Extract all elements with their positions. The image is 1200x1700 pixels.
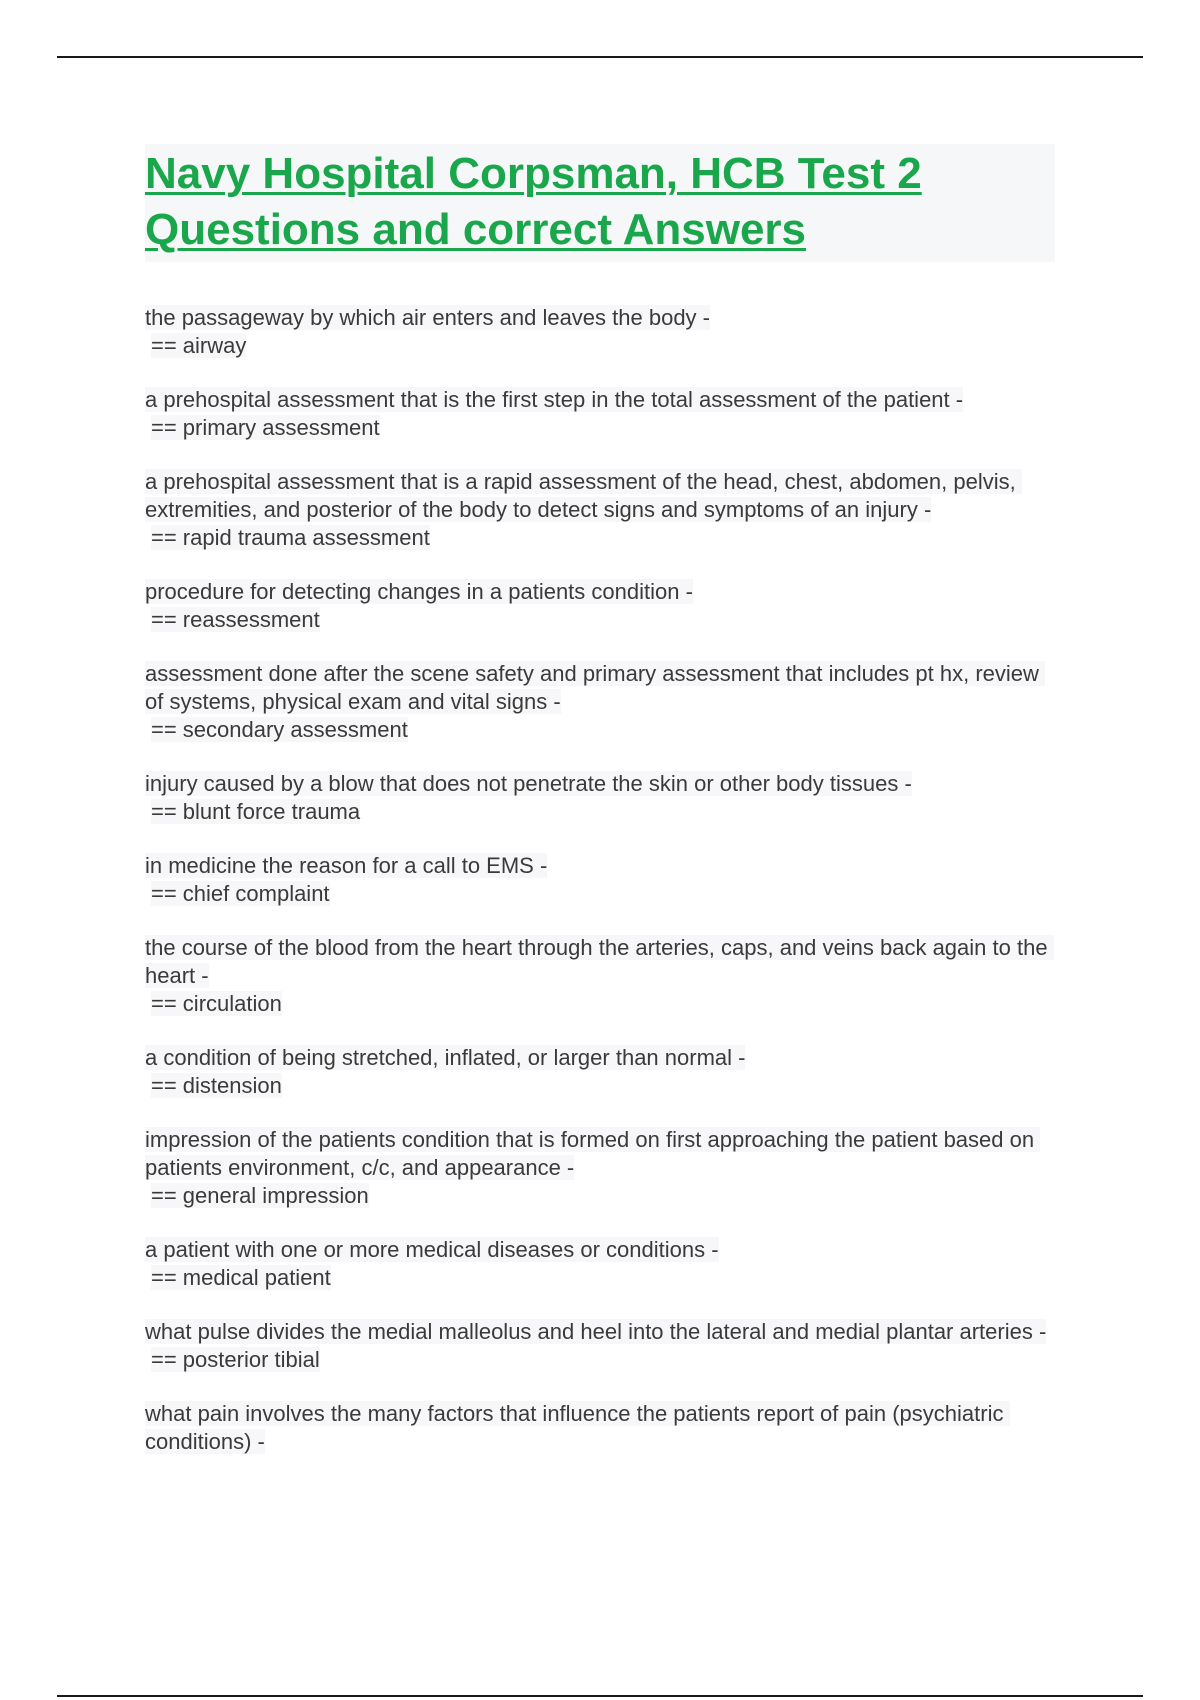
qa-item: [145, 1318, 1055, 1374]
qa-item: [145, 660, 1055, 744]
question-text: a patient with one or more medical diseases or conditions -: [145, 1237, 719, 1262]
question-text: a prehospital assessment that is a rapid assessment of the head, chest, abdomen, pelvis, extremities, and posterior of the body to detect signs and symptoms of an injury -: [145, 469, 1022, 522]
qa-item: [145, 304, 1055, 360]
answer-text: == distension: [151, 1073, 282, 1098]
qa-item: [145, 468, 1055, 552]
document-title[interactable]: Navy Hospital Corpsman, HCB Test 2 Questions and correct Answers: [145, 149, 922, 254]
qa-item: [145, 578, 1055, 634]
answer-text: == airway: [151, 333, 247, 358]
question-text: the passageway by which air enters and leaves the body -: [145, 305, 710, 330]
answer-text: == posterior tibial: [151, 1347, 320, 1372]
answer-text: == medical patient: [151, 1265, 331, 1290]
question-text: a prehospital assessment that is the first step in the total assessment of the patient -: [145, 387, 964, 412]
answer-text: == reassessment: [151, 607, 320, 632]
qa-item: [145, 1126, 1055, 1210]
top-rule: [57, 56, 1143, 58]
qa-item: [145, 770, 1055, 826]
question-text: what pain involves the many factors that influence the patients report of pain (psychiatric conditions) -: [145, 1401, 1010, 1454]
question-text: impression of the patients condition that is formed on first approaching the patient based on patients environment, c/c, and appearance -: [145, 1127, 1041, 1180]
answer-text: == primary assessment: [151, 415, 380, 440]
document-body: [145, 144, 1055, 1482]
qa-item: [145, 1236, 1055, 1292]
title-block: [145, 144, 1055, 262]
qa-item: [145, 386, 1055, 442]
answer-text: == chief complaint: [151, 881, 330, 906]
qa-item: [145, 1044, 1055, 1100]
answer-text: == circulation: [151, 991, 282, 1016]
qa-list: [145, 304, 1055, 1456]
question-text: injury caused by a blow that does not penetrate the skin or other body tissues -: [145, 771, 912, 796]
question-text: procedure for detecting changes in a patients condition -: [145, 579, 693, 604]
qa-item: [145, 852, 1055, 908]
question-text: the course of the blood from the heart through the arteries, caps, and veins back again to the heart -: [145, 935, 1054, 988]
question-text: what pulse divides the medial malleolus and heel into the lateral and medial plantar arteries -: [145, 1319, 1047, 1344]
question-text: assessment done after the scene safety and primary assessment that includes pt hx, review of systems, physical exam and vital signs -: [145, 661, 1046, 714]
question-text: in medicine the reason for a call to EMS -: [145, 853, 548, 878]
answer-text: == secondary assessment: [151, 717, 408, 742]
qa-item: [145, 1400, 1055, 1456]
answer-text: == rapid trauma assessment: [151, 525, 430, 550]
question-text: a condition of being stretched, inflated, or larger than normal -: [145, 1045, 746, 1070]
answer-text: == blunt force trauma: [151, 799, 361, 824]
answer-text: == general impression: [151, 1183, 369, 1208]
bottom-rule: [57, 1695, 1143, 1697]
qa-item: [145, 934, 1055, 1018]
